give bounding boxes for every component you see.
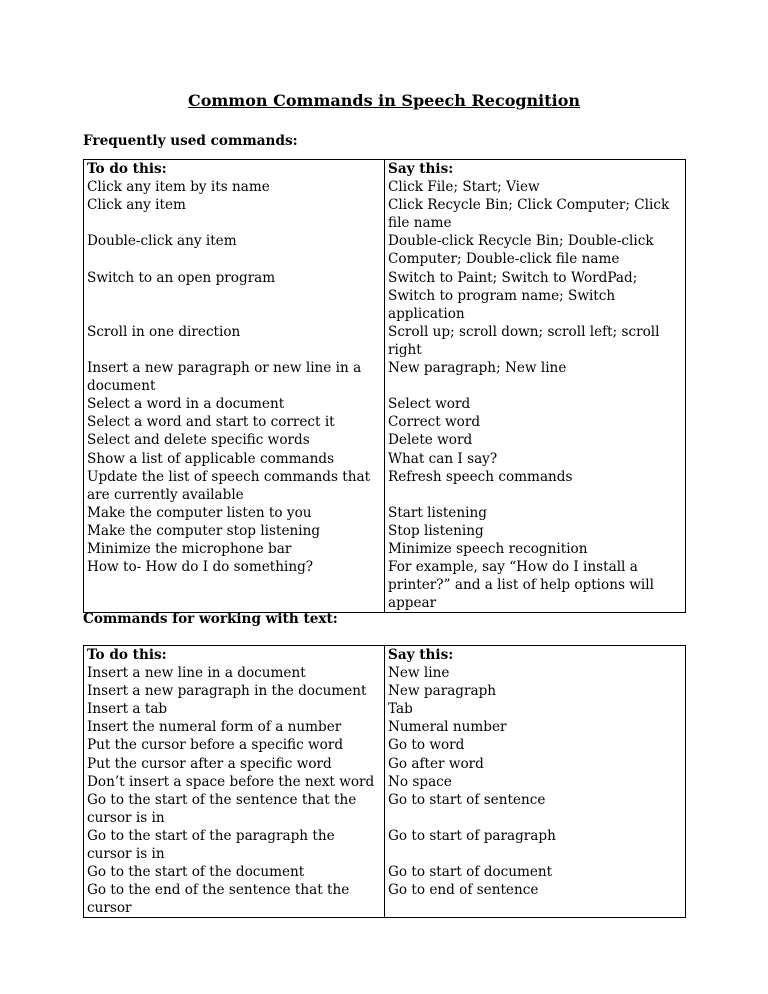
- action-cell: Insert a tab: [84, 700, 385, 718]
- table-row: [84, 718, 686, 736]
- action-cell: Insert the numeral form of a number: [84, 718, 385, 736]
- table-header-row: [84, 160, 686, 179]
- action-cell: Go to the end of the sentence that the cursor: [84, 881, 385, 918]
- action-cell: Insert a new paragraph in the document: [84, 682, 385, 700]
- action-cell: Insert a new line in a document: [84, 664, 385, 682]
- command-cell: Double-click Recycle Bin; Double-click Computer; Double-click file name: [385, 232, 686, 268]
- action-cell: Click any item by its name: [84, 178, 385, 196]
- table-row: [84, 827, 686, 863]
- action-cell: Show a list of applicable commands: [84, 450, 385, 468]
- action-cell: Select a word and start to correct it: [84, 413, 385, 431]
- table-row: [84, 755, 686, 773]
- action-cell: Make the computer listen to you: [84, 504, 385, 522]
- command-cell: Select word: [385, 395, 686, 413]
- command-cell: Tab: [385, 700, 686, 718]
- command-cell: Go to word: [385, 736, 686, 754]
- command-cell: For example, say “How do I install a printer?” and a list of help options will appear: [385, 558, 686, 613]
- table-row: [84, 431, 686, 449]
- command-cell: Start listening: [385, 504, 686, 522]
- table-row: [84, 863, 686, 881]
- action-cell: Go to the start of the paragraph the cursor is in: [84, 827, 385, 863]
- command-cell: Correct word: [385, 413, 686, 431]
- table-row: [84, 736, 686, 754]
- command-cell: Scroll up; scroll down; scroll left; scroll right: [385, 323, 686, 359]
- command-cell: Click Recycle Bin; Click Computer; Click file name: [385, 196, 686, 232]
- table-row: [84, 196, 686, 232]
- column-header-to-do: To do this:: [84, 160, 385, 179]
- table-row: [84, 540, 686, 558]
- column-header-to-do: To do this:: [84, 646, 385, 665]
- command-cell: Click File; Start; View: [385, 178, 686, 196]
- command-cell: Go to start of sentence: [385, 791, 686, 827]
- table-row: [84, 232, 686, 268]
- table-row: [84, 522, 686, 540]
- action-cell: Go to the start of the sentence that the cursor is in: [84, 791, 385, 827]
- action-cell: Insert a new paragraph or new line in a document: [84, 359, 385, 395]
- table-row: [84, 700, 686, 718]
- action-cell: Scroll in one direction: [84, 323, 385, 359]
- action-cell: Select and delete specific words: [84, 431, 385, 449]
- page-title: Common Commands in Speech Recognition: [187, 91, 581, 110]
- action-cell: Put the cursor before a specific word: [84, 736, 385, 754]
- command-cell: New line: [385, 664, 686, 682]
- command-cell: No space: [385, 773, 686, 791]
- action-cell: Don’t insert a space before the next word: [84, 773, 385, 791]
- action-cell: Make the computer stop listening: [84, 522, 385, 540]
- table-row: [84, 359, 686, 395]
- table-row: [84, 178, 686, 196]
- table-row: [84, 323, 686, 359]
- table-row: [84, 450, 686, 468]
- command-cell: Go after word: [385, 755, 686, 773]
- frequent-commands-table: [83, 159, 686, 613]
- table-row: [84, 504, 686, 522]
- command-cell: Go to end of sentence: [385, 881, 686, 918]
- command-cell: What can I say?: [385, 450, 686, 468]
- column-header-say: Say this:: [385, 646, 686, 665]
- table-row: [84, 773, 686, 791]
- table-row: [84, 682, 686, 700]
- action-cell: Double-click any item: [84, 232, 385, 268]
- command-cell: New paragraph; New line: [385, 359, 686, 395]
- action-cell: Click any item: [84, 196, 385, 232]
- table-row: [84, 664, 686, 682]
- command-cell: Switch to Paint; Switch to WordPad; Switch to program name; Switch application: [385, 269, 686, 323]
- section-heading-frequent: Frequently used commands:: [83, 133, 298, 149]
- command-cell: Stop listening: [385, 522, 686, 540]
- command-cell: Go to start of document: [385, 863, 686, 881]
- action-cell: Go to the start of the document: [84, 863, 385, 881]
- text-commands-table: [83, 645, 686, 918]
- table-row: [84, 881, 686, 918]
- action-cell: Update the list of speech commands that are currently available: [84, 468, 385, 504]
- action-cell: Put the cursor after a specific word: [84, 755, 385, 773]
- table-row: [84, 468, 686, 504]
- command-cell: Go to start of paragraph: [385, 827, 686, 863]
- table-row: [84, 269, 686, 323]
- section-heading-text: Commands for working with text:: [83, 611, 338, 627]
- action-cell: Select a word in a document: [84, 395, 385, 413]
- table-row: [84, 395, 686, 413]
- table-row: [84, 558, 686, 613]
- command-cell: New paragraph: [385, 682, 686, 700]
- command-cell: Refresh speech commands: [385, 468, 686, 504]
- command-cell: Numeral number: [385, 718, 686, 736]
- table-row: [84, 413, 686, 431]
- table-header-row: [84, 646, 686, 665]
- command-cell: Minimize speech recognition: [385, 540, 686, 558]
- table-row: [84, 791, 686, 827]
- action-cell: Minimize the microphone bar: [84, 540, 385, 558]
- action-cell: Switch to an open program: [84, 269, 385, 323]
- column-header-say: Say this:: [385, 160, 686, 179]
- action-cell: How to- How do I do something?: [84, 558, 385, 613]
- command-cell: Delete word: [385, 431, 686, 449]
